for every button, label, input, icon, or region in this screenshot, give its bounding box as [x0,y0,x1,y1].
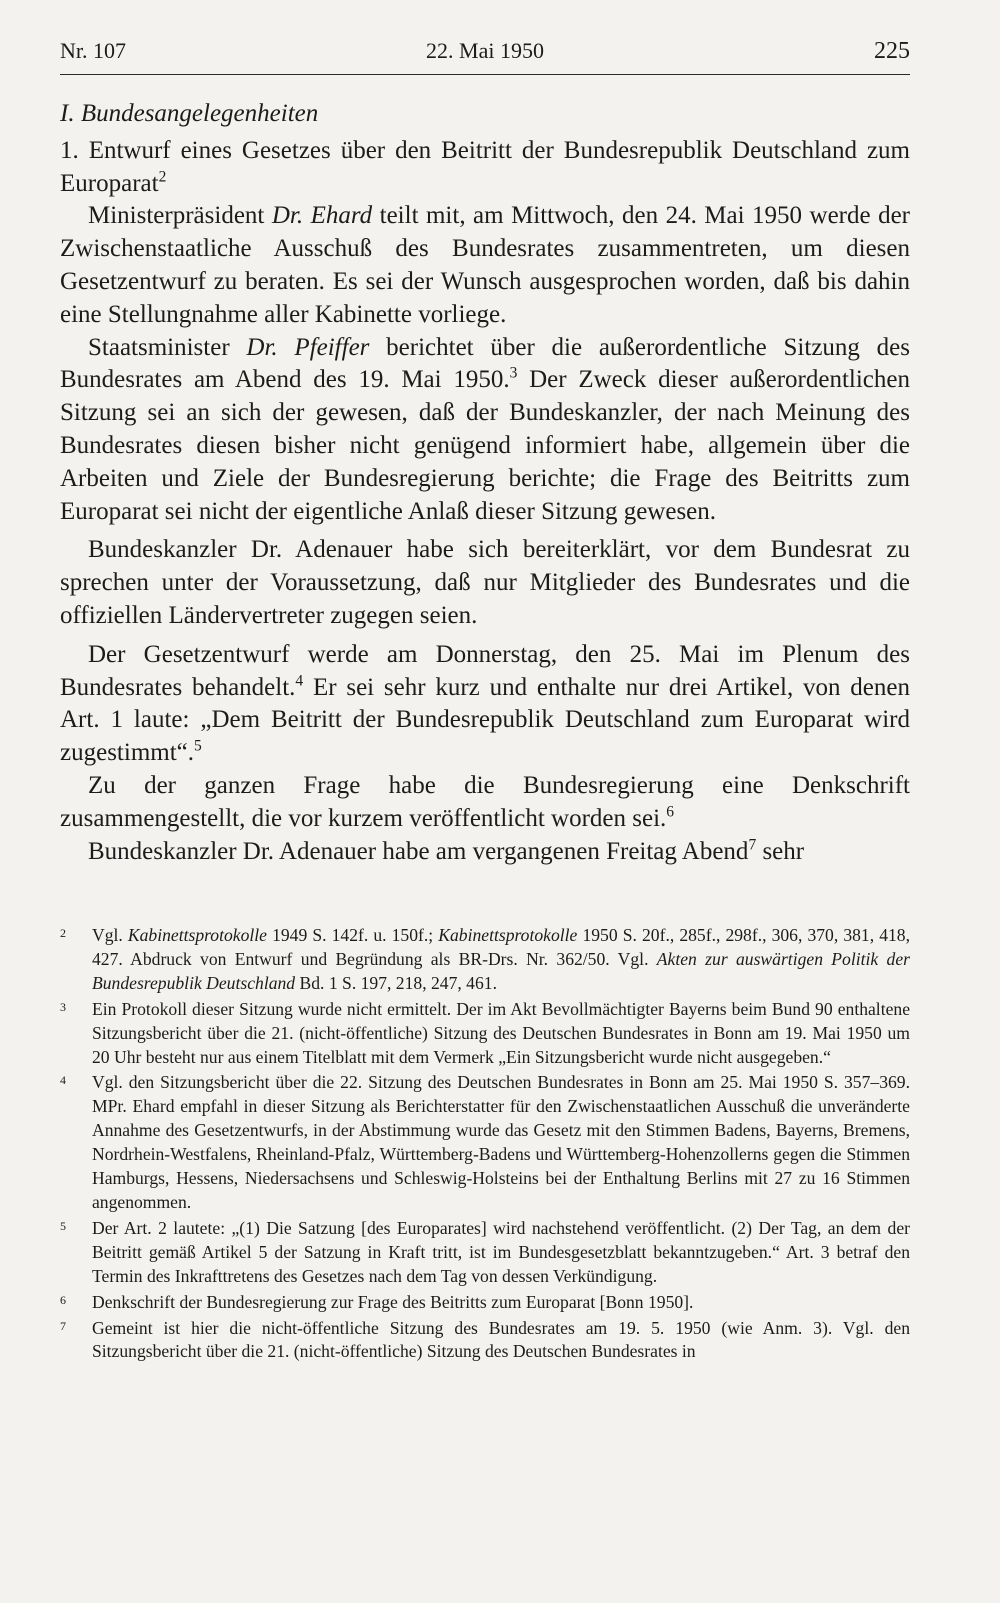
footnote-3: 3 Ein Protokoll dieser Sitzung wurde nicht ermittelt. Der im Akt Bevollmächtigter Bayerns beim Bund 90 enthaltene Sitzungsbericht über die 21. (nicht-öffentliche) Sitzung des Deutschen Bundesrates in Bonn am 19. Mai 1950 um 20 Uhr besteht nur aus einem Titelblatt mit dem Vermerk „Ein Sitzungsbericht wurde nicht ausgegeben.“ [60,998,910,1070]
paragraph: Der Gesetzentwurf werde am Donnerstag, den 25. Mai im Plenum des Bundesrates behandelt.$^4$ Er sei sehr kurz und enthalte nur drei Artikel, von denen Art. 1 laute: „Dem Beitritt der Bundesrepublik Deutschland zum Europarat wird zugestimmt“.$^5$ [60,640,910,767]
paragraph: Bundeskanzler Dr. Adenauer habe am vergangenen Freitag Abend$^7$ sehr [88,836,805,865]
footnote-2: 2 Vgl. Kabinettsprotokolle 1949 S. 142f. u. 150f.; Kabinettsprotokolle 1950 S. 20f., 285f., 298f., 306, 370, 381, 418, 427. Abdruck von Entwurf und Begründung als BR-Drs. Nr. 362/50. Vgl. Akten zur auswärtigen Politik der Bundesrepublik Deutschland Bd. 1 S. 197, 218, 247, 461. [60,924,910,996]
footnote-number: 6 [60,1292,66,1307]
footnote-ref: 7 [748,836,757,854]
footnote-number: 2 [60,926,66,940]
footnote-number: 5 [60,1218,66,1233]
footnote-ref: 5 [194,737,202,755]
footnote-ref: 2 [158,168,167,186]
footnote-ref: 3 [509,365,518,383]
section-title: I. Bundesangelegenheiten [60,100,319,127]
session-date: 22. Mai 1950 [426,38,544,63]
footnote-number: 7 [60,1318,66,1333]
footnote-5: 5 Der Art. 2 lautete: „(1) Die Satzung [des Europarates] wird nachstehend veröffentlicht. (2) Der Tag, an dem der Beitritt gemäß Artikel 5 der Satzung in Kraft tritt, ist im Bundesgesetzblatt bekanntzugeben.“ Art. 3 betraf den Termin des Inkrafttretens des Gesetzes nach dem Tag von dessen Verkündigung. [60,1217,910,1289]
footnote-6: 6 Denkschrift der Bundesregierung zur Frage des Beitritts zum Europarat [Bonn 1950]. [60,1291,910,1315]
page-number: 225 [874,38,910,64]
running-header [60,36,910,75]
person-name: Dr. Ehard [271,202,373,230]
footnote-ref: 6 [666,803,675,821]
footnote-7: 7 Gemeint ist hier die nicht-öffentliche Sitzung des Bundesrates am 19. 5. 1950 (wie Anm. 3). Vgl. den Sitzungsbericht über die 21. (nicht-öffentliche) Sitzung des Deutschen Bundesrates in [60,1317,910,1365]
paragraph: Bundeskanzler Dr. Adenauer habe sich bereiterklärt, vor dem Bundesrat zu sprechen unter der Voraussetzung, daß nur Mitglieder des Bundesrates und die offiziellen Ländervertreter zugegen seien. [60,536,910,629]
footnote-4: 4 Vgl. den Sitzungsbericht über die 22. Sitzung des Deutschen Bundesrates in Bonn am 25. Mai 1950 S. 357–369. MPr. Ehard empfahl in dieser Sitzung als Berichterstatter für den Zwischenstaatlichen Ausschuß die unveränderte Annahme des Gesetzentwurfs, in der Abstimmung wurde das Gesetz mit den Stimmen Badens, Bayerns, Bremens, Nordrhein-Westfalens, Rheinland-Pfalz, Württemberg-Badens und Württemberg-Hohenzollerns gegen die Stimmen Hamburgs, Hessens, Niedersachsens und Schleswig-Holsteins bei der Enthaltung Berlins mit 27 zu 16 Stimmen angenommen. [60,1071,910,1214]
issue-number: Nr. 107 [60,38,126,63]
agenda-item-title: 1. Entwurf eines Gesetzes über den Beitritt der Bundesrepublik Deutschland zum Europarat$^2$ [60,136,910,197]
paragraph: Ministerpräsident Dr. Ehard teilt mit, am Mittwoch, den 24. Mai 1950 werde der Zwischenstaatliche Ausschuß des Bundesrates zusammentreten, um diesen Gesetzentwurf zu beraten. Es sei der Wunsch ausgesprochen worden, daß bis dahin eine Stellungnahme aller Kabinette vorliege. [60,202,910,328]
paragraph: Zu der ganzen Frage habe die Bundesregierung eine Denkschrift zusammengestellt, die vor kurzem veröffentlicht worden sei.$^6$ [60,771,910,832]
footnote-number: 4 [60,1073,66,1088]
footnotes [60,924,910,1366]
footnote-ref: 4 [295,672,304,690]
footnote-number: 3 [60,999,66,1014]
paragraph: Staatsminister Dr. Pfeiffer berichtet über die außerordentliche Sitzung des Bundesrates am Abend des 19. Mai 1950.$^3$ Der Zweck dieser außerordentlichen Sitzung sei an sich der gewesen, daß der Bundeskanzler, der nach Meinung des Bundesrates diesen bisher nicht genügend informiert habe, allgemein über die Arbeiten und Ziele der Bundesregierung berichte; die Frage des Beitritts zum Europarat sei nicht der eigentliche Anlaß dieser Sitzung gewesen. [60,333,910,525]
main-text [60,98,910,868]
person-name: Dr. Pfeiffer [246,333,370,361]
